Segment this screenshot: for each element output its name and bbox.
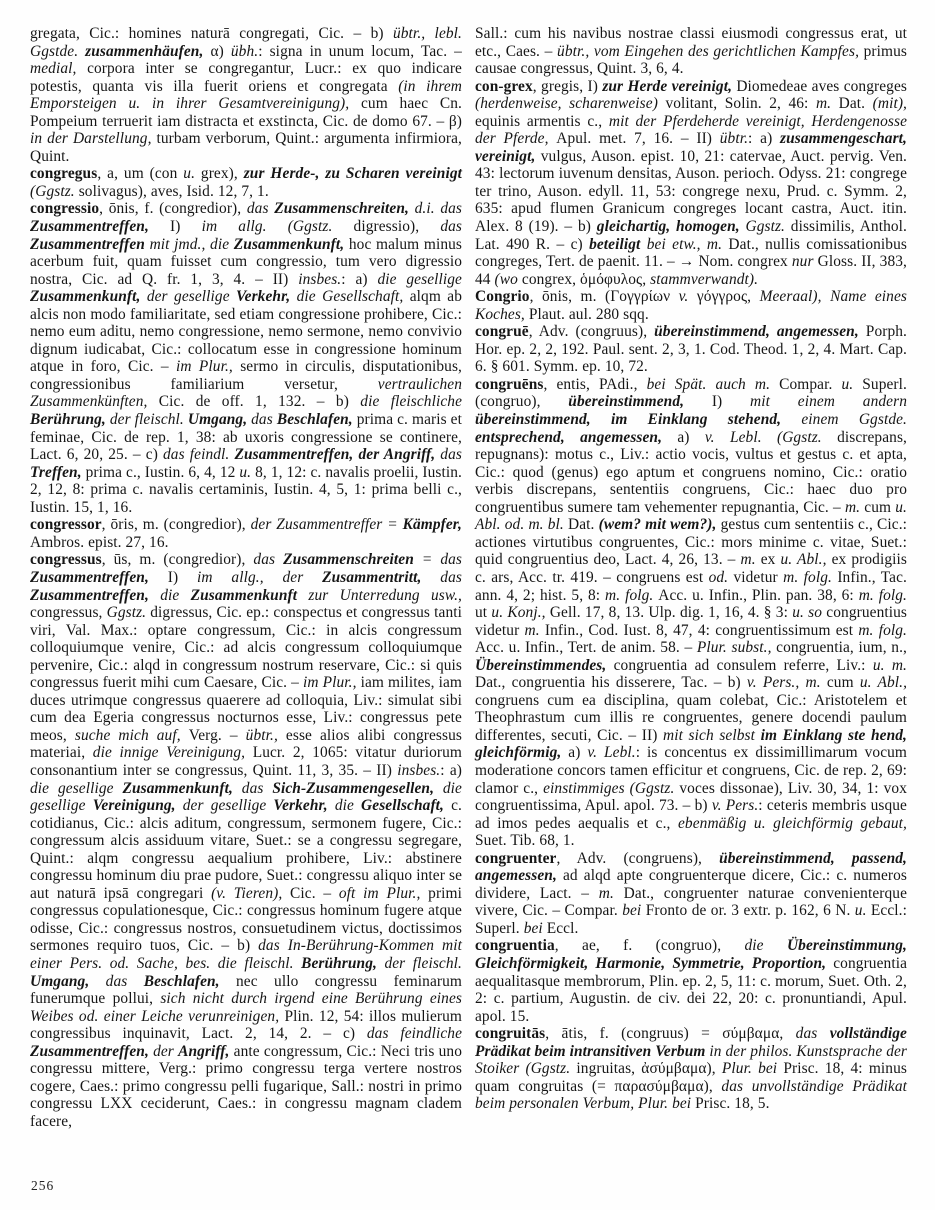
text-segment: esse alios alibi congressus materiai, <box>30 726 462 762</box>
text-segment: I) <box>167 568 197 586</box>
text-segment: v. Lebl. (Ggstz. <box>704 428 838 446</box>
text-segment: volitant, Solin. 2, 46: <box>665 95 816 113</box>
text-segment: im Plur., <box>302 674 361 692</box>
text-segment: übtr. <box>719 130 749 148</box>
text-segment: übh. <box>230 42 259 60</box>
text-segment: (wem? mit wem?), <box>598 516 721 534</box>
text-segment: das <box>246 200 275 218</box>
text-segment: Verkehr, <box>236 288 297 306</box>
text-segment: die gesellige <box>30 779 123 797</box>
text-segment: Plin. 12, 54: illos mulierum congressibus inquinavit, Lact. 2, 14, 2. – c) <box>30 1007 462 1043</box>
text-segment: das feindliche <box>366 1025 463 1043</box>
text-segment: alqm ab alcis non modo familiaritate, sed etiam congressione prohibere, Cic.: nemo eum aditu, nemo congressione, nemo sermone, nemo convivio dignum iudicabat, Cic.: collocatum esse in congressione hominum atque in foro, Cic. – <box>30 288 463 376</box>
text-segment: congruentia, ium, n., <box>776 639 907 657</box>
text-segment: solivagus), aves, Isid. 12, 7, 1. <box>78 182 269 200</box>
text-segment: ex <box>760 551 781 569</box>
text-segment: Gell. 17, 8, 13. Ulp. dig. 1, 16, 4. § 3: <box>549 604 793 622</box>
text-segment: übtr., <box>245 726 286 744</box>
text-segment: suche mich auf, <box>74 726 189 744</box>
text-segment: Plur. subst., <box>696 639 777 657</box>
text-segment: m. <box>598 884 624 902</box>
text-segment: , ūs, m. (congredior), <box>101 551 254 569</box>
text-segment: Plur. bei <box>721 1060 784 1078</box>
text-column-left <box>30 25 462 1130</box>
text-segment: der Zusammentreffer = <box>250 516 403 534</box>
text-segment: das <box>253 551 284 569</box>
dictionary-entry <box>475 1025 907 1113</box>
text-segment: mit sich selbst <box>663 726 761 744</box>
text-segment: m. folg. <box>858 621 907 639</box>
text-segment: übereinstimmend, <box>568 393 712 411</box>
text-segment: das <box>440 446 462 464</box>
text-segment: , ātis, f. (congruus) = σύμβαμα, <box>545 1025 796 1043</box>
text-segment: a) <box>568 744 588 762</box>
text-segment: m. folg. <box>783 568 838 586</box>
text-segment: der <box>153 1042 179 1060</box>
text-segment: das <box>251 411 277 429</box>
text-segment: übereinstimmend, passend, angemessen, <box>475 849 907 885</box>
dictionary-entry <box>30 200 462 516</box>
text-segment: Zusammentreffen, <box>30 586 161 604</box>
text-segment: nur <box>791 253 818 271</box>
text-segment: der gesellige <box>182 797 274 815</box>
text-segment: in der philos. Kunstsprache der Stoiker (Ggstz. <box>475 1042 908 1078</box>
text-segment: der fleischl. <box>384 954 462 972</box>
text-segment: ingruitas, ἀσύμβαμα), <box>576 1060 722 1078</box>
text-segment: entsprechend, angemessen, <box>475 428 678 446</box>
text-segment: v. Pers. <box>711 797 759 815</box>
text-segment: Kämpfer, <box>402 516 462 534</box>
text-segment: Vereinigung, <box>92 797 183 815</box>
text-segment: ebenmäßig u. gleichförmig gebaut, <box>678 814 907 832</box>
text-segment: das <box>105 972 144 990</box>
text-segment: zusammengeschart, vereinigt, <box>475 130 907 165</box>
text-segment: Sall.: cum his navibus nostrae classi eiusmodi congressus erat, ut etc., Caes. – <box>475 25 907 60</box>
text-segment: Verkehr, <box>273 797 335 815</box>
dictionary-entry <box>475 850 907 938</box>
text-segment: Cic. de off. 1, 132. – b) <box>158 393 361 411</box>
text-segment: bei <box>523 919 547 937</box>
text-segment: insbes. <box>298 270 342 288</box>
text-segment: vertraulichen Zusammenkünften, <box>30 375 462 411</box>
text-segment: mit der Pferdeherde vereinigt, Herdengenosse der Pferde, <box>475 112 908 148</box>
text-column-right <box>475 25 907 1130</box>
text-segment: die <box>744 937 787 955</box>
text-segment: γόγγρος, <box>696 288 760 306</box>
text-segment: gregata, Cic.: homines naturā congregati, Cic. – b) <box>30 25 393 42</box>
text-segment: : a) <box>440 761 462 779</box>
text-segment: : ceteris membris usque ad imos pedes aequalis et c., <box>475 797 907 832</box>
text-segment: oft im Plur., <box>338 884 429 902</box>
text-segment: , gregis, I) <box>532 77 603 95</box>
text-segment: Zusammenkunft, <box>122 779 242 797</box>
text-segment: u. Abl., <box>859 674 908 692</box>
text-segment: Eccl. <box>546 919 579 937</box>
text-segment: Zusammenschreiten <box>283 551 422 569</box>
text-segment: m. <box>815 95 839 113</box>
text-segment: Zusammenschreiten, <box>274 200 415 218</box>
text-segment: die <box>160 586 191 604</box>
text-segment: Berührung, <box>301 954 385 972</box>
text-segment: (in ihrem Emporsteigen u. in ihrer Gesamtvereinigung), <box>30 77 462 113</box>
text-segment: grex), <box>200 165 244 183</box>
text-segment: stammverwandt). <box>650 270 759 288</box>
text-segment: Acc. u. Infin., Tert. de anim. 58. – <box>475 639 697 657</box>
text-segment: , ōnis, m. (Γογγρίων <box>529 288 679 306</box>
text-segment: : a) <box>748 130 781 148</box>
text-segment: Angriff, <box>178 1042 234 1060</box>
text-segment: das feindl. <box>163 446 235 464</box>
text-segment: bei <box>622 902 646 920</box>
text-segment: einstimmiges (Ggstz. <box>543 779 680 797</box>
text-segment: voces dissonae), Liv. 30, 34, 1: vox congruentissima, Apul. apol. 73. – b) <box>475 779 907 815</box>
text-segment: Prisc. 18, 5. <box>695 1095 770 1113</box>
text-segment: α) <box>210 42 231 60</box>
text-segment: u. Konj., <box>491 604 550 622</box>
text-segment: congruēns <box>475 375 544 393</box>
text-segment: Umgang, <box>30 972 106 990</box>
text-segment: Apul. met. 7, 16. – II) <box>556 130 720 148</box>
text-segment: ante congressum, Cic.: Neci tris uno congressu mittere, Verg.: primo congressu terga vertere nostros cogere, Caes.: primo congressu pelli fugarique, Sall.: nostri in primo congressu LXX ceciderunt, Caes.: in congressu magnam cladem facere, <box>30 1042 462 1130</box>
text-segment: Superl. (congruo), <box>475 375 907 411</box>
text-segment: Porph. Hor. ep. 2, 2, 192. Paul. sent. 2, 3, 1. Cod. Theod. 1, 2, 4. Mart. Cap. 6. § 601. Symm. ep. 10, 72. <box>475 323 907 376</box>
text-segment: I) <box>170 218 202 236</box>
text-segment: übereinstimmend, im Einklang stehend, <box>475 411 802 429</box>
text-segment: v. <box>678 288 697 306</box>
text-segment: Plaut. aul. 280 sqq. <box>528 305 649 323</box>
text-segment: Cic. – <box>290 884 339 902</box>
text-segment: digressio), <box>353 218 441 236</box>
text-segment: , ōris, m. (congredior), <box>101 516 251 534</box>
dictionary-entry <box>475 376 907 850</box>
text-segment: mit einem andern <box>750 393 907 411</box>
text-segment: videtur <box>733 568 784 586</box>
text-segment: Acc. u. Infin., Plin. pan. 38, 6: <box>658 586 859 604</box>
text-segment: congrex, ὁμόφυλος, <box>521 270 651 288</box>
text-segment: Zusammentreffen, <box>30 568 168 586</box>
text-segment: das <box>440 568 462 586</box>
text-segment: Treffen, <box>30 463 86 481</box>
text-segment: prima c., Iustin. 6, 4, 12 <box>85 463 240 481</box>
text-segment: congruentia ad consulem referre, Liv.: <box>613 656 873 674</box>
text-segment: discrepans, repugnans): motus c., Liv.: actio vocis, vultus et gestus c. et apta, Cic.: quod (genus) ego aptum et congruens nomino, Cic.: oratio verbis discrepans, sententiis congruens, Cic.: haec duo pro congruentibus sumere tam vehementer repugnantia, Cic. – <box>475 428 907 516</box>
text-segment: Fronto de or. 3 extr. p. 162, 6 N. <box>645 902 855 920</box>
text-segment: sich nicht durch irgend eine Berührung eines Weibes od. einer Leiche verunreinigen, <box>30 990 462 1025</box>
text-segment: = das <box>421 551 463 569</box>
text-segment: u. so <box>792 604 827 622</box>
text-segment: vulgus, Auson. epist. 10, 21: catervae, Auct. pervig. Ven. 43: lectorum iuvenum densitas, Auson. perioch. Odyss. 21: congrege ter trino, Auson. edyll. 11, 53: congrege nexu, Prud. c. Symm. 2, 635: apud flumen Granicum congreges locant castra, Auct. itin. Alex. 8 (19). – b) <box>475 147 907 236</box>
text-segment: congruentia aequalitasque membrorum, Plin. ep. 2, 5, 11: c. morum, Suet. Oth. 2, 2: c. partium, Augustin. de civ. dei 22, 20: c. pronuntiandi, Apul. apol. 15. <box>475 954 907 1025</box>
text-segment: Zusammentreffen, der Angriff, <box>234 446 441 464</box>
dictionary-entry <box>475 78 907 289</box>
text-segment: u. Abl., <box>780 551 832 569</box>
text-segment: (Ggstz. <box>30 182 79 200</box>
text-segment: Dat., congruentia his disserere, Tac. – b) <box>475 674 747 692</box>
text-segment: con-grex <box>475 77 533 95</box>
text-segment: Lucr. 2, 1065: vitatur duriorum consonantium inter se congressus, Quint. 11, 3, 35. – II) <box>30 744 462 779</box>
text-segment: Ggstz. <box>106 604 151 622</box>
text-segment: übtr., lebl. Ggstde. <box>30 25 462 60</box>
text-segment: Prisc. 18, 4: minus quam congruitas (= παρασύμβαμα), <box>475 1060 907 1095</box>
text-segment: m. <box>844 498 865 516</box>
text-segment: congregus <box>30 165 98 183</box>
text-segment: das In-Berührung-Kommen mit einer Pers. od. Sache, bes. die fleischl. <box>30 937 462 972</box>
text-segment: dissimilis, Anthol. Lat. 490 R. – c) <box>475 218 907 253</box>
text-segment: congressus <box>30 551 102 569</box>
text-segment: Ambros. epist. 27, 16. <box>30 533 169 551</box>
text-segment: Infin., Cod. Iust. 8, 47, 4: congruentissimum est <box>544 621 859 639</box>
text-segment: zur Unterredung usw., <box>308 586 462 604</box>
text-segment: Ggstz. <box>745 218 791 236</box>
text-segment: , Adv. (congruus), <box>528 323 655 341</box>
text-segment: (mit), <box>872 95 908 113</box>
text-segment: turbam verborum, Quint.: argumenta infirmiora, Quint. <box>30 130 462 165</box>
text-segment: Beschlafen, <box>143 972 237 990</box>
text-segment: d.i. das <box>414 200 463 218</box>
text-segment: ex prodigiis c. ars, Acc. tr. 419. – congruens est <box>475 551 907 586</box>
text-segment: Diomedeae aves congreges <box>736 77 907 95</box>
text-segment: congruentius videtur <box>475 604 907 639</box>
text-segment: Beschlafen, <box>276 411 357 429</box>
text-segment: v. Pers., m. <box>746 674 827 692</box>
text-segment: Dat., congruenter naturae convenienterque vivere, Cic. – Compar. <box>475 884 907 920</box>
text-segment: Zusammenkunft, <box>233 235 349 253</box>
text-segment: Gloss. II, 383, 44 <box>475 253 907 288</box>
text-segment: im allg., der <box>197 568 323 586</box>
text-segment: congressor <box>30 516 102 534</box>
text-segment: bei Spät. auch m. <box>646 375 780 393</box>
text-segment: Übereinstimmendes, <box>475 656 614 674</box>
text-segment: cum <box>826 674 860 692</box>
text-segment: (wo <box>494 270 522 288</box>
text-segment: I) <box>711 393 751 411</box>
text-segment: Berührung, <box>30 411 110 429</box>
text-segment: die <box>334 797 362 815</box>
text-segment: : is concentus ex dissimillimarum vocum moderatione concors tamen efficitur et congruens, Cic. de rep. 2, 69: clamor c., <box>475 744 907 797</box>
text-segment: (v. Tieren), <box>211 884 291 902</box>
text-segment: m. folg. <box>605 586 659 604</box>
text-segment: im Plur., <box>176 358 241 376</box>
text-segment: Infin., Tac. ann. 4, 2; hist. 5, 8: <box>475 568 907 604</box>
text-segment: primus causae congressus, Quint. 3, 6, 4. <box>475 42 907 78</box>
text-segment: in der Darstellung, <box>30 130 157 148</box>
text-segment: zusammenhäufen, <box>85 42 211 60</box>
text-segment: medial, <box>30 60 88 78</box>
text-segment: digressus, Cic. ep.: conspectus et congressus tanti viri, Val. Max.: optare congressum, Cic.: in alcis congressum colloquiumque venire, Cic.: ad alcis congressum colloquiumque pervenire, Cic.: alqd in congressum nostrum reservare, Cic.: si quis congressus fuerit mihi cum Caesare, Cic. – <box>30 604 462 692</box>
text-segment: , Adv. (congruens), <box>556 849 720 867</box>
dictionary-entry <box>30 551 462 1130</box>
text-segment: cum haec Cn. Pompeium terruerit iam distracta et exstincta, Cic. de domo 67. – β) <box>30 95 463 130</box>
text-segment: nec ullo congressu feminarum funerumque pollui, <box>30 972 463 1008</box>
text-segment: corpora inter se congregantur, Lucr.: ex quo indicare potestis, quanta vis illa fuerit oriens et congregata <box>30 60 462 95</box>
text-segment: u. <box>239 463 256 481</box>
text-segment: primi congressus copulationesque, Cic.: congressus hominum fugere atque odisse, Cic.: congressus nostros, consuetudinem victus, doctissimos sermones requiro tuos, Cic. – b) <box>30 884 463 955</box>
text-segment: übtr., vom Eingehen des gerichtlichen Kampfes, <box>557 42 864 60</box>
text-segment: ad alqd apte congruenterque dicere, Cic.: c. numeros dividere, Lact. – <box>475 867 907 902</box>
dictionary-entry <box>475 937 907 1025</box>
text-segment: die gesellige <box>377 270 462 288</box>
text-segment: congressio <box>30 200 100 218</box>
text-segment: beteiligt <box>589 235 647 253</box>
text-segment: Dat. <box>568 516 599 534</box>
text-segment: Zusammenkunft, <box>30 288 147 306</box>
dictionary-entry <box>30 25 462 165</box>
text-segment: das <box>795 1025 830 1043</box>
text-segment: bei etw., m. <box>646 235 729 253</box>
text-segment: (herdenweise, scharenweise) <box>475 95 666 113</box>
text-segment: , ae, f. (congruo), <box>554 937 745 955</box>
text-segment: die innige Vereinigung, <box>92 744 253 762</box>
text-segment: im allg. (Ggstz. <box>201 218 354 236</box>
text-segment: Eccl.: Superl. <box>475 902 907 937</box>
text-segment: congressus, <box>30 604 107 622</box>
text-segment: zur Herde vereinigt, <box>602 77 737 95</box>
page-number: 256 <box>31 1178 55 1193</box>
text-segment: Zusammenkunft <box>190 586 309 604</box>
text-segment: mit jmd., die <box>149 235 234 253</box>
text-segment: vollständige Prädikat beim intransitiven Verbum <box>475 1025 907 1060</box>
text-segment: gleichartig, homogen, <box>596 218 746 236</box>
text-segment: : a) <box>341 270 378 288</box>
text-segment: Gesellschaft, <box>361 797 452 815</box>
text-segment: a) <box>677 428 705 446</box>
text-segment: congruitās <box>475 1025 546 1043</box>
text-segment: gestus cum sententiis c., Cic.: actiones virtutibus congruentes, Cic.: mors minime c. vitae, Suet.: quid congruentius deo, Lact. 4, 26, 13. – <box>475 516 908 569</box>
text-segment: übereinstimmend, angemessen, <box>654 323 866 341</box>
text-segment: Compar. <box>779 375 842 393</box>
text-segment: od. <box>708 568 734 586</box>
text-segment: Meeraal), Name eines Koches, <box>475 288 907 323</box>
text-segment: Zusammentritt, <box>322 568 441 586</box>
text-segment: c. cotidianus, Cic.: alcis aditum, congressum, sermonem fugere, Cic.: congressum alcis assiduum vitare, Suet.: se a congressu segregare, Quint.: alqm congressu aequalium prohibere, Liv.: abstinere congressu hominum diu prae pudore, Suet.: congressu aliquo inter se aut naturā ipsā congregari <box>30 797 463 902</box>
text-segment: cum <box>864 498 896 516</box>
text-segment: congruē <box>475 323 529 341</box>
text-segment: der fleischl. <box>109 411 188 429</box>
text-segment: einem Ggstde. <box>801 411 907 429</box>
text-segment: Zusammentreffen, <box>30 1042 154 1060</box>
text-segment: u. <box>183 165 201 183</box>
text-segment: u. m. <box>872 656 907 674</box>
dictionary-entry <box>475 288 907 323</box>
dictionary-entry <box>475 323 907 376</box>
text-segment: u. <box>841 375 863 393</box>
text-segment: Umgang, <box>187 411 252 429</box>
text-segment: Zusammentreffen, <box>30 218 170 236</box>
text-columns <box>30 25 907 1130</box>
text-segment: Übereinstimmung, Gleichförmigkeit, Harmonie, Symmetrie, Proportion, <box>475 937 907 972</box>
text-segment: das unvollständige Prädikat beim personalen Verbum, Plur. bei <box>475 1077 907 1113</box>
text-segment: m. <box>740 551 761 569</box>
text-segment: Dat., nullis comissationibus congreges, Tert. de paenit. 11. – → Nom. congrex <box>475 235 907 271</box>
text-segment: equinis armentis c., <box>475 112 609 130</box>
text-segment: congruens cum ea disciplina, quam colebat, Cic.: Aristotelem et Theophrastum cum illis re congruentes, genere docendi paulum differentes, secuti, Cic. – II) <box>475 691 907 744</box>
text-segment: insbes. <box>397 761 441 779</box>
text-segment: das <box>241 779 273 797</box>
text-segment: Suet. Tib. 68, 1. <box>475 832 575 850</box>
text-segment: die Gesellschaft, <box>296 288 410 306</box>
text-segment: : signa in unum locum, Tac. – <box>258 42 462 60</box>
text-segment: im Einklang ste hend, gleichförmig, <box>475 726 907 762</box>
dictionary-entry <box>30 516 462 551</box>
text-segment: ut <box>475 604 492 622</box>
text-segment: congruenter <box>475 849 557 867</box>
text-segment: , ōnis, f. (congredior), <box>99 200 247 218</box>
text-segment: der gesellige <box>146 288 236 306</box>
text-segment: Sich-Zusammengesellen, <box>272 779 443 797</box>
text-segment: das <box>440 218 462 236</box>
text-segment: hoc malum minus acerbum fuit, quam fuisset cum congressio, tum vero digressio nostra, Cic. ad Q. fr. 1, 3, 4. – II) <box>30 235 462 288</box>
text-segment: u. Abl. od. m. bl. <box>475 498 907 534</box>
dictionary-entry <box>475 25 907 78</box>
text-segment: m. <box>524 621 545 639</box>
text-segment: iam milites, iam duces utrimque congressus quaerere ad colloquia, Liv.: simulat sibi cum dea Egeria congressus nocturnos esse, Liv.: congressus pete meos, <box>30 674 462 744</box>
text-segment: die gesellige <box>30 779 462 815</box>
text-segment: prima c. maris et feminae, Cic. de rep. 1, 38: ab uxoris congressione se continere, Lact. 6, 20, 25. – c) <box>30 411 462 464</box>
text-segment: congruentia <box>475 937 555 955</box>
text-segment: Verg. – <box>188 726 246 744</box>
text-segment: die fleischliche <box>360 393 463 411</box>
text-segment: u. <box>854 902 871 920</box>
text-segment: Congrio <box>475 288 530 306</box>
text-segment: v. Lebl. <box>587 744 636 762</box>
text-segment: Zusammentreffen <box>30 235 150 253</box>
text-segment: sermo in circulis, disputationibus, congressionibus familiarium versetur, <box>30 358 462 393</box>
text-segment: , entis, PAdi., <box>543 375 647 393</box>
text-segment: , a, um (con <box>97 165 184 183</box>
text-segment: 8, 1, 12: c. navalis proelii, Iustin. 2, 12, 8: prima c. navalis certaminis, Iustin. 4, 5, 1: prima belli c., Iustin. 15, 1, 16. <box>30 463 462 516</box>
text-segment: Dat. <box>838 95 873 113</box>
dictionary-entry <box>30 165 462 200</box>
text-segment: zur Herde-, zu Scharen vereinigt <box>243 165 463 183</box>
text-segment: m. folg. <box>858 586 908 604</box>
